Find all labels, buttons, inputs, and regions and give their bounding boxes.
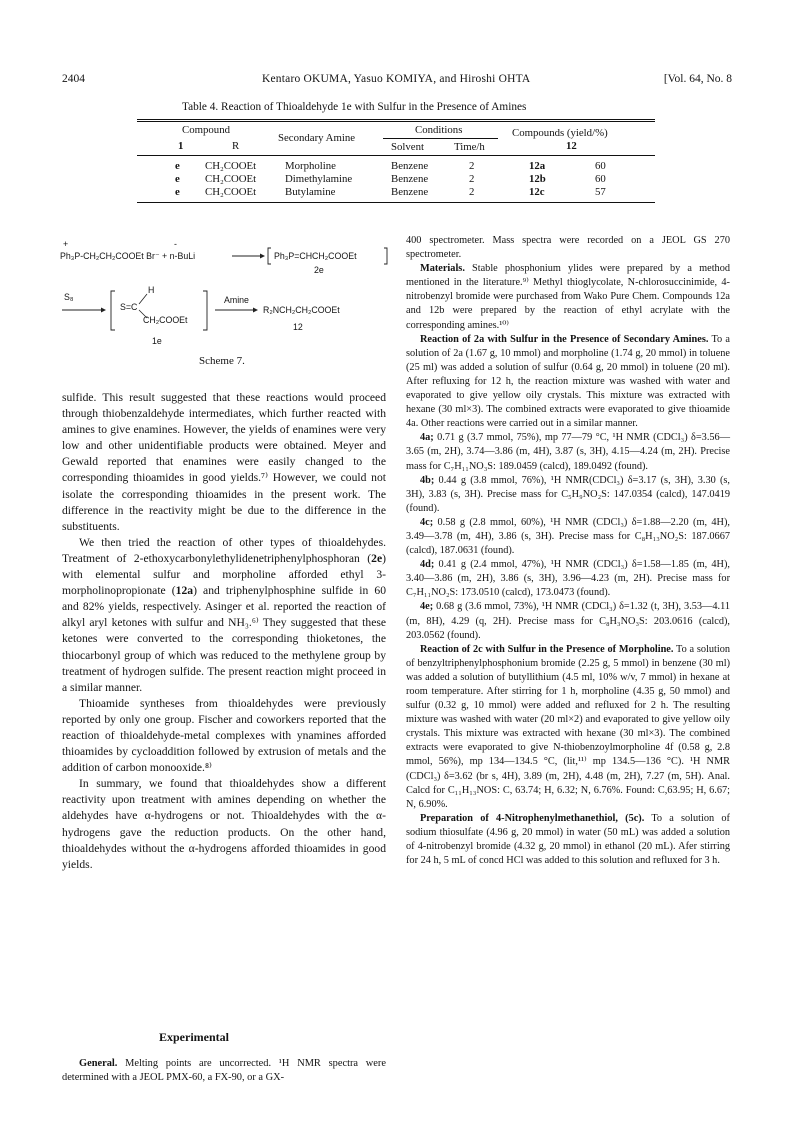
table-row [170,173,650,186]
cell-compound: e [175,160,180,172]
scheme-ch2cooet: CH₂COOEt [143,315,188,325]
conditions-rule [383,138,498,139]
paragraph [62,535,386,696]
scheme-reactant: Ph₃P-CH₂CH₂COOEt Br⁻ + n-BuLi [60,251,196,261]
section-title: Experimental [159,1030,229,1044]
text: Stable phosphonium ylides were prepared by a method mentioned in the literature.⁹⁾ Methyl thioglycolate, N-chlorosuccinimide, 4-nitrobenzyl bromide were purchased from Wako Pure Chem. Compounds 12a and 12b were prepared by the reaction of ethyl acrylate with the corresponding amines.¹⁰⁾ [406,263,730,331]
cell-amine: Morpholine [285,160,336,172]
paragraph [406,558,730,600]
table-bottom-rule [137,202,655,203]
table-caption: Table 4. Reaction of Thioaldehyde 1e with Sulfur in the Presence of Amines [182,101,527,113]
compound-head: 4b; [420,474,435,486]
general-paragraph [62,1057,386,1085]
text: ) and triphenylphosphine sulfide in 60 and 82% yields, respectively. Asinger et al. reported the reaction of alkyl aryl ketones with sulfur and NH₃.⁶⁾ They suggested that these ketones were converted to the corresponding thioketones, the thiocarbonyl group of which was reduced to the methylene group by treatment of hydrogen sulfide. The present reaction might proceed in a similar manner. [62,584,386,694]
text: To a solution of 2a (1.67 g, 10 mmol) and morpholine (1.74 g, 20 mmol) in toluene (25 ml) was added a solution of sulfur (0.64 g, 20 mmol) in toluene (20 ml). After refluxing for 12 h, the reaction mixture was washed with water and evaporated to give yellow oily crystals. This mixture was extracted with hexane (30 ml×3). The combined extracts were evaporated to give thioamide 4a. Other reactions were carried out in a similar manner. [406,333,730,430]
scheme-label-12: 12 [293,322,303,332]
paragraph [406,262,730,332]
compound-head: 4d; [420,559,435,571]
text: 0.68 g (3.6 mmol, 73%), ¹H NMR (CDCl₃) δ=1.32 (t, 3H), 3.53—4.11 (m, 8H), 4.29 (q, 2H). Precise mass for C₈H₃NO₃S: 203.0616 (calcd), 203.0562 (found). [406,601,730,641]
scheme-ylide: Ph₃P=CHCH₂COOEt [274,251,357,261]
right-column [406,234,730,868]
table-header-rule [137,155,655,156]
run-in-head: General. [79,1058,118,1069]
cell-time: 2 [469,186,475,198]
th-1: 1 [178,140,184,152]
run-in-head: Reaction of 2a with Sulfur in the Presence of Secondary Amines. [420,333,709,345]
th-yield: Compounds (yield/%) [512,127,608,139]
text: Melting points are uncorrected. ¹H NMR spectra were determined with a JEOL PMX-60, a FX-90, or a GX- [62,1058,386,1084]
compound-head: 4e; [420,601,434,613]
th-time: Time/h [454,141,485,153]
scheme-7 [60,238,390,366]
scheme-sc: S=C [120,302,138,312]
cell-solvent: Benzene [391,160,429,172]
cell-yield: 60 [595,160,606,172]
cell-solvent: Benzene [391,186,429,198]
paragraph [406,516,730,558]
running-header [62,73,732,89]
scheme-amine: Amine [224,295,249,305]
scheme-minus-sign: - [174,239,177,249]
table-row [170,160,650,173]
cell-compound: e [175,173,180,185]
scheme-product: R₂NCH₂CH₂COOEt [263,305,340,315]
compound-ref: 12a [175,584,194,598]
paragraph [406,643,730,812]
paragraph: In summary, we found that thioaldehydes show a different reactivity upon treatment with amines depending on whether the aldehydes have α-hydrogens or not. Thioaldehydes with the α-hydrogens gave the reduction products. On the other hand, thioaldehydes without the α-hydrogens afforded thioamides in good yields. [62,777,386,871]
table-top-rule [137,119,655,120]
table-row [170,186,650,199]
cell-product: 12b [529,173,546,185]
cell-r: CH₂COOEt [205,186,257,198]
run-in-head: Reaction of 2c with Sulfur in the Presence of Morpholine. [420,643,674,655]
text: We then tried the reaction of other types of thioaldehydes. Treatment of 2-ethoxycarbonylethylidenetriphenylphosphoran ( [62,535,386,565]
header-authors: Kentaro OKUMA, Yasuo KOMIYA, and Hiroshi OHTA [262,73,531,85]
table-body [170,160,650,199]
scheme-h: H [148,285,155,295]
cell-amine: Butylamine [285,186,336,198]
th-solvent: Solvent [391,141,424,153]
text: 0.41 g (2.4 mmol, 47%), ¹H NMR (CDCl₃) δ=1.58—1.85 (m, 4H), 3.40—3.86 (m, 2H), 3.86 (s, 3H), 3.96—4.23 (m, 2H). Precise mass for C₇H₁₁NO₂S: 173.0510 (calcd), 173.0473 (found). [406,559,730,599]
th-compound: Compound [182,124,230,136]
table-top-rule-2 [137,121,655,122]
cell-product: 12c [529,186,545,198]
run-in-head: Materials. [420,263,465,275]
cell-time: 2 [469,173,475,185]
scheme-plus-sign: + [63,239,69,249]
cell-compound: e [175,186,180,198]
th-conditions: Conditions [415,124,463,136]
text: 0.58 g (2.8 mmol, 60%), ¹H NMR (CDCl₃) δ=1.88—2.20 (m, 4H), 3.49—3.78 (m, 4H), 3.86 (s, 3H). Precise mass for C₈H₁₃NO₂S: 187.0667 (calcd), 187.0631 (found). [406,516,730,557]
text: ) with elemental sulfur and morpholine afforded ethyl 3- morpholinopropionate ( [62,551,386,598]
paragraph: sulfide. This result suggested that these reactions would proceed through thiobenzaldehyde intermediates, which further reacted with amines to give enamines. However, the yields of enamines were very low and other unidentifiable products were obtained. Meyer and Gewald reported that enamines were easily changed to the corresponding thioamides in good yields.⁷⁾ However, we could not isolate the corresponding thioamides in the present work. The difference in the reactivity might be due to the difference in the substituents. [62,391,386,533]
text: To a solution of sodium thiosulfate (4.96 g, 20 mmol) in water (50 mL) was added a solution of 4-nitrobenzyl bromide (4.32 g, 20 mmol) in ethanol (20 mL). Afer stirring for 24 h, 5 mL of concd HCl was added to this solution and refluxed for 3 h. [406,812,730,867]
paragraph [406,812,730,868]
paragraph [406,431,730,473]
scheme-caption: Scheme 7. [199,355,245,367]
cell-r: CH₂COOEt [205,173,257,185]
cell-amine: Dimethylamine [285,173,353,185]
text: 0.71 g (3.7 mmol, 75%), mp 77—79 °C, ¹H NMR (CDCl₃) δ=3.56—3.65 (m, 2H), 3.74—3.86 (m, 4H), 3.87 (s, 3H), 4.15—4.24 (m, 2H). Precise mass for C₇H₁₁NO₃S: 189.0459 (calcd), 189.0492 (found). [406,432,730,472]
text: 0.44 g (3.8 mmol, 76%), ¹H NMR(CDCl₃) δ=3.17 (s, 3H), 3.30 (s, 3H), 3.83 (s, 3H). Precise mass for C₅H₉NO₂S: 147.0354 (calcd), 147.0419 (found). [406,474,730,514]
paragraph [406,474,730,516]
cell-r: CH₂COOEt [205,160,257,172]
left-column [62,390,386,873]
compound-head: 4a; [420,432,434,444]
paragraph [406,333,730,432]
scheme-s8: S₈ [64,292,74,302]
th-12: 12 [566,140,577,152]
paragraph [62,1057,386,1085]
th-secondary-amine: Secondary Amine [278,132,356,144]
paragraph [406,600,730,642]
cell-yield: 60 [595,173,606,185]
page-number: 2404 [62,73,85,85]
cell-product: 12a [529,160,546,172]
compound-ref: 2e [371,551,383,565]
paragraph: 400 spectrometer. Mass spectra were recorded on a JEOL GS 270 spectrometer. [406,235,730,261]
th-r: R [232,140,240,152]
run-in-head: Preparation of 4-Nitrophenylmethanethiol, (5c). [420,812,645,824]
scheme-label-1e: 1e [152,336,162,346]
cell-yield: 57 [595,186,606,198]
compound-head: 4c; [420,516,434,528]
cell-solvent: Benzene [391,173,429,185]
text: To a solution of benzyltriphenylphosphonium bromide (2.25 g, 5 mmol) in benzene (30 ml) was added a solution of butyllithium (4.5 ml, 10% w/v, 7 mmol) in hexane at room temperature. After stirring for 1 h, morpholine (4.35 g, 50 mmol) and sulfur (0.32 g, 10 mmol) were added and refluxed for 2 h. The resulting mixture was washed with water (20 ml×2) and evaporated to give yellow oily crystals. This mixture was extracted with hexane (30 ml×3). The combined extracts were evaporated to give N-thiobenzoylmorpholine 4f (0.58 g, 2.8 mmol, 56%), mp 134—134.5 °C, (lit,¹¹⁾ mp 134.5—136 °C). ¹H NMR (CDCl₃) δ=3.62 (br s, 4H), 3.89 (m, 2H), 4.48 (m, 2H), 7.27 (m, 5H). Anal. Calcd for C₁₁H₁₃NOS: C, 63.74; H, 6.32; N, 6.76%. Found: C,63.95; H, 6.67; N, 6.90%. [406,643,731,810]
scheme-label-2e: 2e [314,265,324,275]
cell-time: 2 [469,160,475,172]
paragraph: Thioamide syntheses from thioaldehydes were previously reported by only one group. Fischer and coworkers reported that the reaction of thioaldehyde-metal complexes with ynamines afforded thioamides by cycloaddition followed by extrusion of metals and the addition of carbon monooxide.⁸⁾ [62,696,386,775]
header-volume: [Vol. 64, No. 8 [663,73,732,85]
